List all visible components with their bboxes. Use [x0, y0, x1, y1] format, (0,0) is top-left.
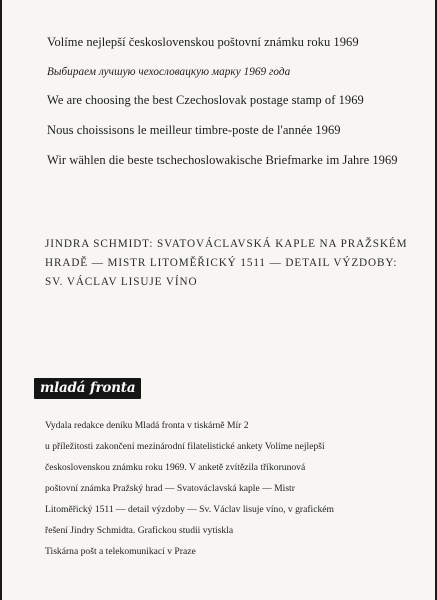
- imprint-line: poštovní známka Pražský hrad — Svatováclavská kaple — Mistr: [45, 483, 295, 494]
- caption-line: SV. VÁCLAV LISUJE VÍNO: [45, 276, 198, 288]
- imprint-line: československou známku roku 1969. V anketě zvítězila tříkorunová: [45, 462, 306, 473]
- headline-russian: Выбираем лучшую чехословацкую марку 1969 года: [47, 66, 291, 78]
- imprint-line: u příležitosti zakončení mezinárodní filatelistické ankety Volíme nejlepší: [45, 441, 325, 452]
- imprint-line: Tiskárna pošt a telekomunikací v Praze: [45, 546, 196, 557]
- headline-french: Nous choissisons le meilleur timbre-poste de l'année 1969: [47, 123, 341, 137]
- mlada-fronta-logo: mladá fronta: [34, 378, 141, 399]
- headline-german: Wir wählen die beste tschechoslowakische Briefmarke im Jahre 1969: [47, 153, 398, 167]
- imprint-line: Litoměřický 1511 — detail výzdoby — Sv. Václav lisuje víno, v grafickém: [45, 504, 334, 515]
- headline-english: We are choosing the best Czechoslovak postage stamp of 1969: [47, 93, 364, 107]
- publisher-imprint: [45, 415, 425, 562]
- imprint-line: řešení Jindry Schmidta. Grafickou studii vytiskla: [45, 525, 234, 536]
- caption-line: HRADĚ — MISTR LITOMĚŘICKÝ 1511 — DETAIL VÝZDOBY:: [45, 257, 398, 269]
- document-page: [2, 0, 435, 600]
- imprint-line: Vydala redakce deníku Mladá fronta v tiskárně Mír 2: [45, 420, 249, 431]
- caption-line: JINDRA SCHMIDT: SVATOVÁCLAVSKÁ KAPLE NA PRAŽSKÉM: [45, 238, 408, 250]
- artwork-caption: [45, 235, 415, 292]
- headline-czech: Volíme nejlepší československou poštovní známku roku 1969: [47, 35, 359, 49]
